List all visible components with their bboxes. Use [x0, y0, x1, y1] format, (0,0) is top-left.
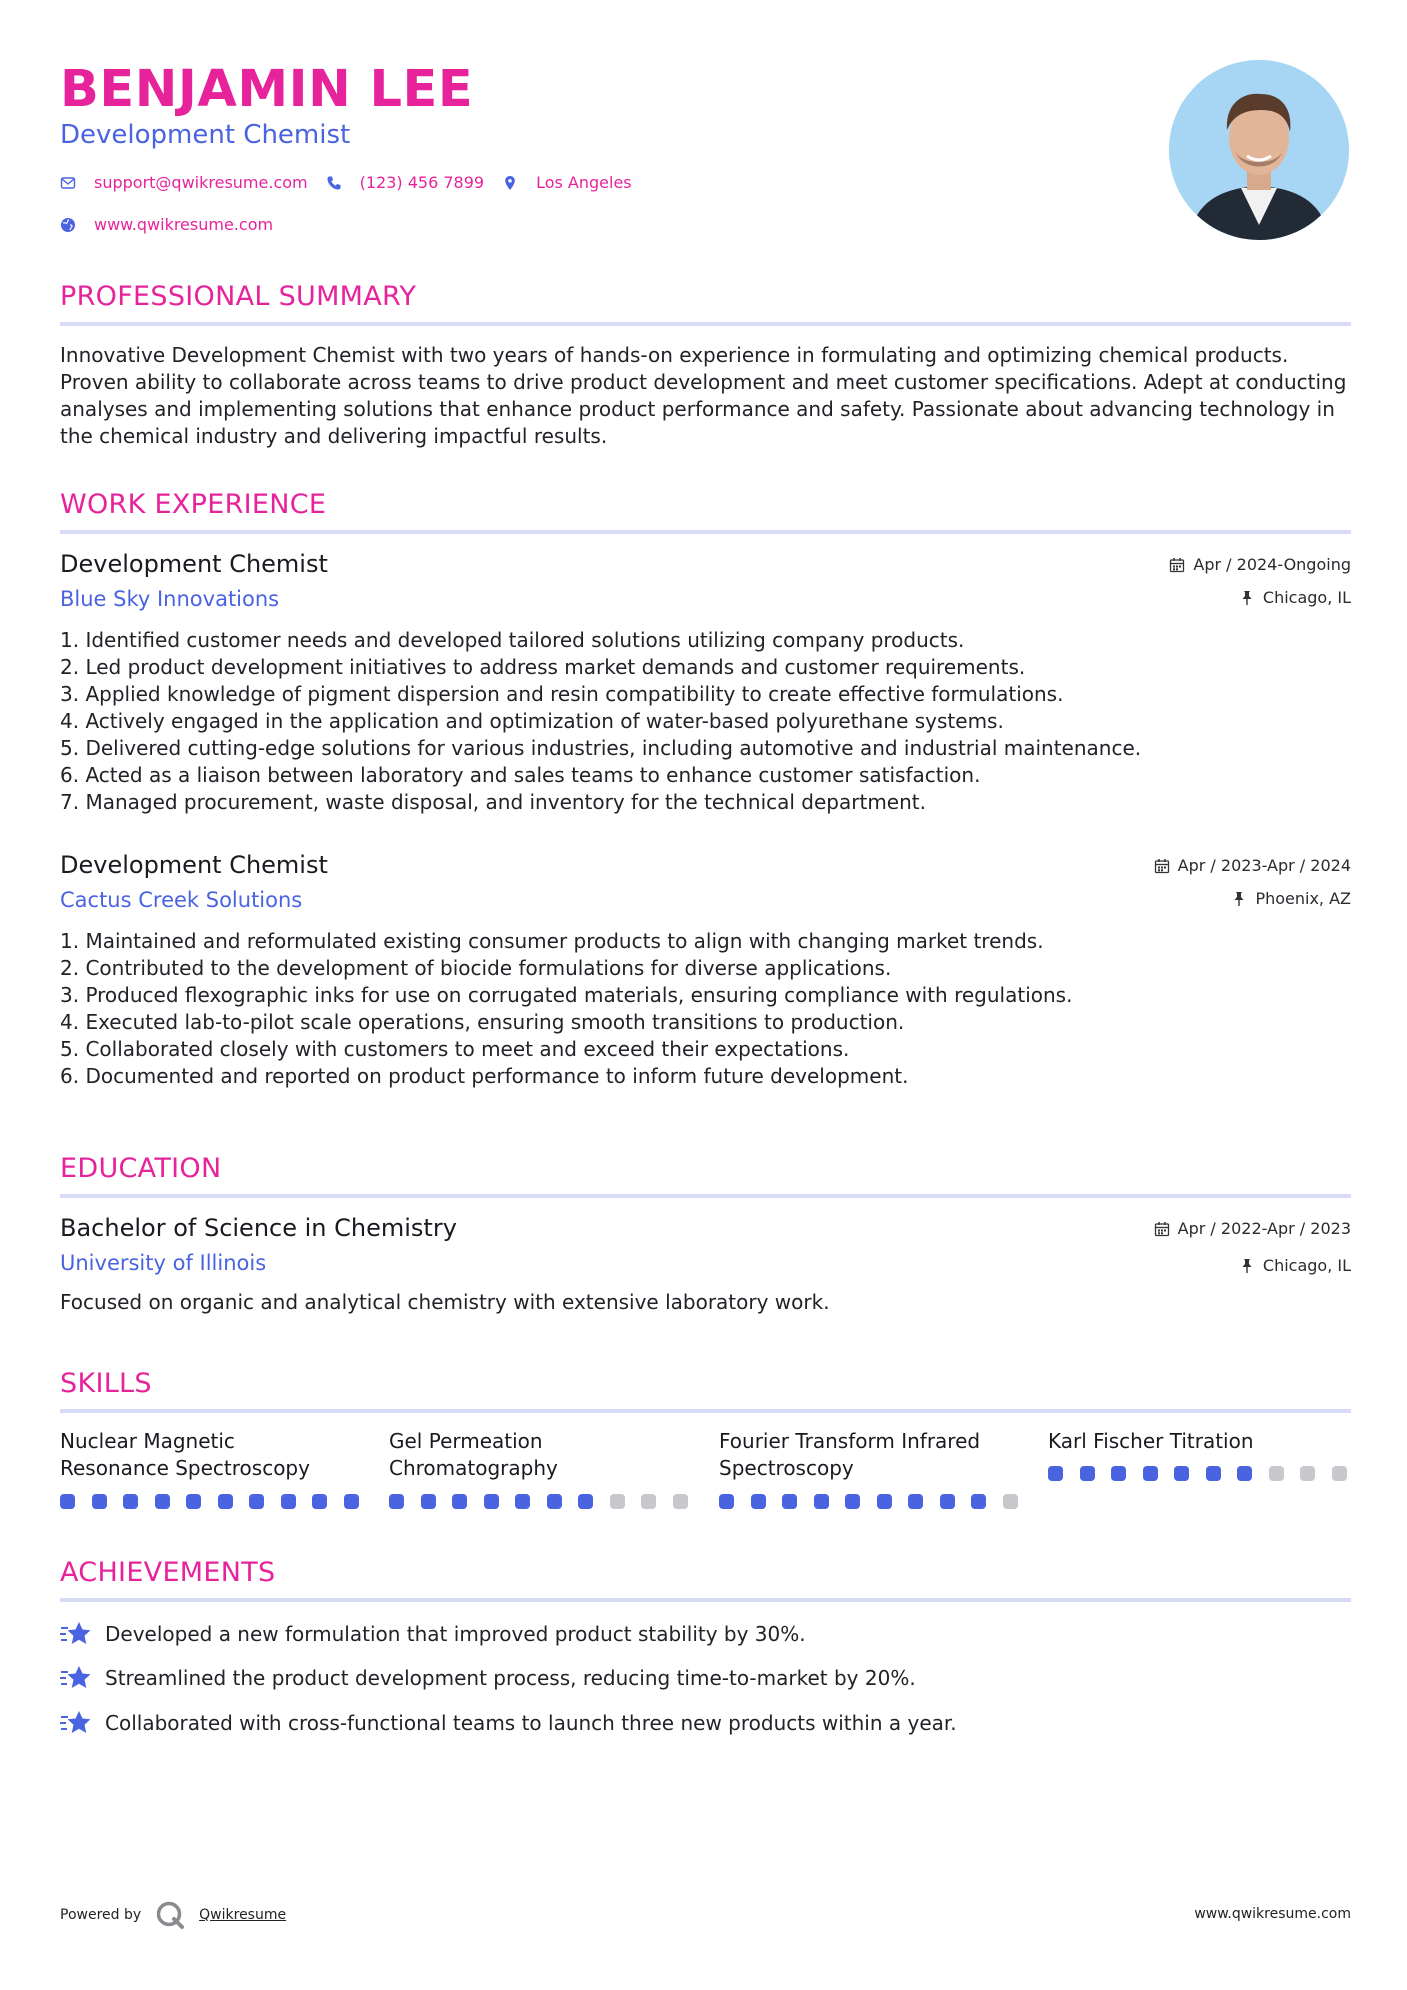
list-item: 6. Documented and reported on product performance to inform future development.: [60, 1064, 909, 1088]
rating-dot-filled: [155, 1494, 170, 1509]
calendar-icon: [1154, 858, 1170, 874]
achievements-section: [60, 1556, 1351, 1602]
rating-dot-filled: [1143, 1466, 1158, 1481]
skill-rating: [60, 1494, 375, 1509]
contact-email[interactable]: [60, 173, 308, 192]
achievements-heading: ACHIEVEMENTS: [60, 1556, 1351, 1602]
rating-dot-filled: [908, 1494, 923, 1509]
qwikresume-logo-icon: [155, 1900, 185, 1930]
job-date: [1154, 856, 1351, 876]
rating-dot-filled: [123, 1494, 138, 1509]
skill-name: Fourier Transform Infrared Spectroscopy: [719, 1429, 981, 1480]
education-date: [1154, 1219, 1351, 1239]
degree: Bachelor of Science in Chemistry: [60, 1214, 457, 1242]
skills-heading: SKILLS: [60, 1367, 1351, 1413]
candidate-name: BENJAMIN LEE: [60, 60, 474, 119]
skills-section: [60, 1367, 1351, 1413]
contact-location: [502, 173, 632, 192]
education-description: Focused on organic and analytical chemistry with extensive laboratory work.: [60, 1290, 830, 1314]
rating-dot-filled: [1111, 1466, 1126, 1481]
rating-dot-filled: [940, 1494, 955, 1509]
achievement-item: [60, 1664, 916, 1692]
list-item: 1. Maintained and reformulated existing consumer products to align with changing market trends.: [60, 929, 1044, 953]
job-title: Development Chemist: [60, 851, 328, 879]
experience-heading: WORK EXPERIENCE: [60, 488, 1351, 534]
calendar-icon: [1169, 557, 1185, 573]
rating-dot-empty: [641, 1494, 656, 1509]
list-item: 5. Delivered cutting-edge solutions for various industries, including automotive and industrial maintenance.: [60, 736, 1142, 760]
website-text[interactable]: www.qwikresume.com: [94, 215, 274, 234]
rating-dot-filled: [971, 1494, 986, 1509]
rating-dot-filled: [515, 1494, 530, 1509]
skill-rating: [389, 1494, 704, 1509]
job-location-text: Chicago, IL: [1262, 588, 1351, 607]
rating-dot-filled: [578, 1494, 593, 1509]
skill-rating: [1048, 1466, 1363, 1481]
job-bullets: [60, 928, 1072, 1090]
achievement-item: [60, 1709, 957, 1737]
pushpin-icon: [1239, 1258, 1255, 1274]
rating-dot-filled: [249, 1494, 264, 1509]
location-text: Los Angeles: [536, 173, 632, 192]
skill-item: [60, 1428, 360, 1484]
education-section: [60, 1152, 1351, 1198]
job-date-text: Apr / 2024-Ongoing: [1193, 555, 1351, 574]
job-entry: [60, 850, 1351, 1100]
education-location-text: Chicago, IL: [1262, 1256, 1351, 1275]
rating-dot-filled: [281, 1494, 296, 1509]
rating-dot-filled: [312, 1494, 327, 1509]
envelope-icon: [60, 175, 76, 191]
education-date-text: Apr / 2022-Apr / 2023: [1177, 1219, 1351, 1238]
job-location: [1239, 588, 1351, 608]
skill-item: [719, 1428, 1019, 1484]
job-company: Blue Sky Innovations: [60, 587, 280, 611]
globe-icon: [60, 217, 76, 233]
phone-icon: [326, 175, 342, 191]
list-item: 2. Led product development initiatives to address market demands and customer requirements.: [60, 655, 1026, 679]
powered-by-label: Powered by: [60, 1907, 142, 1923]
summary-section: [60, 280, 1351, 450]
star-icon: [60, 1709, 92, 1737]
map-pin-icon: [502, 175, 518, 191]
star-icon: [60, 1620, 92, 1648]
skill-item: [389, 1428, 689, 1484]
rating-dot-filled: [547, 1494, 562, 1509]
pushpin-icon: [1239, 590, 1255, 606]
job-bullets: [60, 627, 1141, 816]
calendar-icon: [1154, 1221, 1170, 1237]
rating-dot-filled: [60, 1494, 75, 1509]
rating-dot-filled: [814, 1494, 829, 1509]
rating-dot-empty: [1003, 1494, 1018, 1509]
list-item: 4. Actively engaged in the application and optimization of water-based polyurethane systems.: [60, 709, 1004, 733]
contact-row: [60, 173, 650, 192]
rating-dot-empty: [1269, 1466, 1284, 1481]
job-location-text: Phoenix, AZ: [1255, 889, 1351, 908]
footer-branding: [60, 1900, 286, 1930]
rating-dot-filled: [877, 1494, 892, 1509]
rating-dot-filled: [344, 1494, 359, 1509]
list-item: 3. Applied knowledge of pigment dispersion and resin compatibility to create effective formulations.: [60, 682, 1064, 706]
rating-dot-filled: [719, 1494, 734, 1509]
footer-website[interactable]: www.qwikresume.com: [1194, 1906, 1351, 1922]
phone-text[interactable]: (123) 456 7899: [359, 173, 485, 192]
rating-dot-filled: [452, 1494, 467, 1509]
job-location: [1231, 889, 1351, 909]
list-item: 5. Collaborated closely with customers to meet and exceed their expectations.: [60, 1037, 850, 1061]
contact-row-website: [60, 215, 291, 234]
education-heading: EDUCATION: [60, 1152, 1351, 1198]
skill-item: [1048, 1428, 1348, 1484]
list-item: 7. Managed procurement, waste disposal, and inventory for the technical department.: [60, 790, 926, 814]
rating-dot-filled: [1206, 1466, 1221, 1481]
experience-section: [60, 488, 1351, 534]
school: University of Illinois: [60, 1251, 267, 1275]
rating-dot-filled: [845, 1494, 860, 1509]
skill-rating: [719, 1494, 1034, 1509]
rating-dot-filled: [1174, 1466, 1189, 1481]
job-company: Cactus Creek Solutions: [60, 888, 303, 912]
summary-text: Innovative Development Chemist with two years of hands-on experience in formulating and optimizing chemical products. Proven ability to collaborate across teams to drive product development and meet customer specifications. Adept at conducting analyses and implementing solutions that enhance product performance and safety. Passionate about advancing technology in the chemical industry and delivering impactful results.: [60, 343, 1347, 448]
star-icon: [60, 1664, 92, 1692]
job-title: Development Chemist: [60, 550, 328, 578]
rating-dot-filled: [751, 1494, 766, 1509]
list-item: 1. Identified customer needs and developed tailored solutions utilizing company products.: [60, 628, 965, 652]
rating-dot-filled: [1048, 1466, 1063, 1481]
rating-dot-filled: [186, 1494, 201, 1509]
achievement-text: Collaborated with cross-functional teams to launch three new products within a year.: [105, 1710, 957, 1735]
profile-photo: [1169, 60, 1349, 240]
rating-dot-filled: [782, 1494, 797, 1509]
rating-dot-filled: [421, 1494, 436, 1509]
rating-dot-filled: [484, 1494, 499, 1509]
skill-name: Gel Permeation Chromatography: [389, 1429, 558, 1480]
rating-dot-empty: [1300, 1466, 1315, 1481]
education-location: [1239, 1256, 1351, 1276]
email-text[interactable]: support@qwikresume.com: [94, 173, 308, 192]
skill-name: Karl Fischer Titration: [1048, 1429, 1254, 1453]
contact-phone[interactable]: [326, 173, 484, 192]
list-item: 4. Executed lab-to-pilot scale operations, ensuring smooth transitions to production.: [60, 1010, 905, 1034]
skill-name: Nuclear Magnetic Resonance Spectroscopy: [60, 1429, 310, 1480]
job-date: [1169, 555, 1351, 575]
job-entry: [60, 549, 1351, 819]
rating-dot-filled: [1237, 1466, 1252, 1481]
contact-website[interactable]: [60, 215, 273, 234]
education-entry: [60, 1213, 1351, 1323]
resume-page: [60, 0, 1351, 1990]
pushpin-icon: [1231, 891, 1247, 907]
achievement-text: Developed a new formulation that improved product stability by 30%.: [105, 1621, 806, 1646]
list-item: 3. Produced flexographic inks for use on corrugated materials, ensuring compliance with regulations.: [60, 983, 1073, 1007]
achievement-item: [60, 1620, 806, 1648]
qwikresume-link[interactable]: Qwikresume: [199, 1907, 287, 1923]
rating-dot-filled: [1080, 1466, 1095, 1481]
achievement-text: Streamlined the product development process, reducing time-to-market by 20%.: [105, 1665, 916, 1690]
summary-heading: PROFESSIONAL SUMMARY: [60, 280, 1351, 326]
rating-dot-filled: [218, 1494, 233, 1509]
list-item: 6. Acted as a liaison between laboratory and sales teams to enhance customer satisfaction.: [60, 763, 981, 787]
job-date-text: Apr / 2023-Apr / 2024: [1177, 856, 1351, 875]
rating-dot-filled: [389, 1494, 404, 1509]
list-item: 2. Contributed to the development of biocide formulations for diverse applications.: [60, 956, 892, 980]
rating-dot-empty: [1332, 1466, 1347, 1481]
rating-dot-empty: [673, 1494, 688, 1509]
candidate-title: Development Chemist: [60, 120, 351, 150]
rating-dot-empty: [610, 1494, 625, 1509]
skills-grid: [60, 1428, 1351, 1518]
rating-dot-filled: [92, 1494, 107, 1509]
